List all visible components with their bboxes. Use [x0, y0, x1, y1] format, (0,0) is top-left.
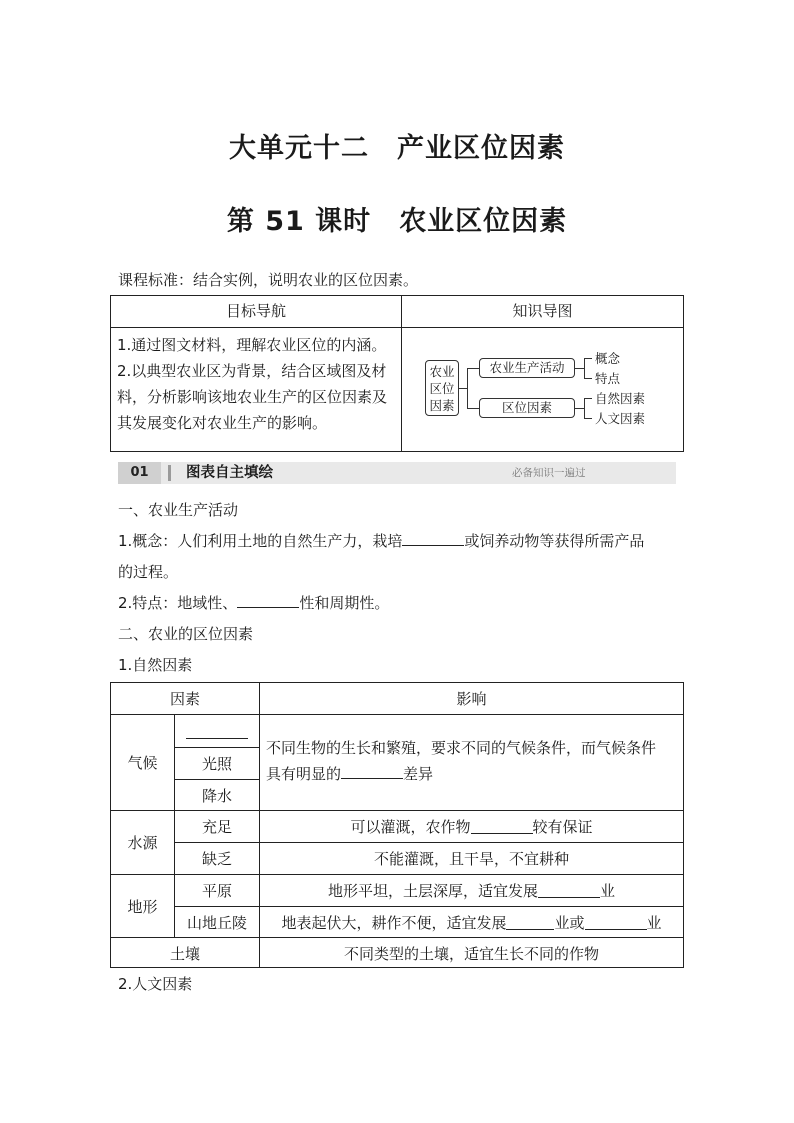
connector-line [584, 398, 585, 419]
plain-effect [260, 875, 683, 906]
feature-text: 2.特点：地域性、 [118, 594, 238, 612]
connector-line [584, 418, 592, 419]
section-subtitle: 必备知识一遍过 [512, 467, 586, 479]
hills-effect [260, 907, 683, 937]
mind-map-leaf: 人文因素 [595, 411, 646, 426]
section1-heading: 一、农业生产活动 [118, 501, 239, 519]
banner-divider [168, 465, 171, 481]
section-number: 01 [118, 462, 161, 484]
precipitation-cell: 降水 [201, 786, 232, 805]
climate-effect [266, 735, 680, 787]
connector-line [584, 358, 592, 359]
water-enough-cell: 充足 [201, 818, 232, 836]
climate-cell: 气候 [127, 754, 158, 772]
mind-map-leaf: 特点 [595, 371, 621, 386]
feature-text: 性和周期性。 [299, 594, 390, 612]
root-label: 因素 [429, 398, 455, 413]
fill-blank[interactable] [186, 724, 248, 739]
effect-text: 较有保证 [532, 818, 593, 836]
mind-map [403, 330, 683, 450]
effect-text: 地表起伏大，耕作不便，适宜发展 [281, 913, 507, 932]
mind-map-header: 知识导图 [512, 302, 573, 320]
concept-text: 或饲养动物等获得所需产品 [464, 532, 645, 550]
root-label: 区位 [429, 381, 455, 396]
effect-text: 地形平坦，土层深厚，适宜发展 [327, 882, 538, 900]
concept-text: 1.概念：人们利用土地的自然生产力，栽培 [118, 532, 403, 550]
connector-line [467, 368, 479, 369]
connector-line [584, 398, 592, 399]
unit-title-text: 产业区位因素 [397, 133, 565, 164]
effect-text: 业或 [554, 913, 585, 932]
connector-line [575, 408, 584, 409]
concept-line [118, 531, 644, 551]
temperature-blank-cell [175, 715, 259, 747]
human-factors-heading: 2.人文因素 [118, 975, 193, 993]
mind-map-node-activity: 农业生产活动 [479, 358, 575, 378]
effect-text: 业 [646, 913, 662, 932]
effect-header: 影响 [456, 690, 487, 708]
factors-table [110, 682, 684, 968]
fill-blank[interactable] [237, 593, 299, 608]
climate-effect-text: 不同生物的生长和繁殖，要求不同的气候条件，而气候条件 [266, 739, 657, 757]
plain-cell: 平原 [201, 882, 232, 900]
fill-blank[interactable] [402, 531, 464, 546]
fill-blank[interactable] [471, 819, 533, 834]
section2-heading: 二、农业的区位因素 [118, 625, 254, 643]
water-cell: 水源 [127, 834, 158, 852]
section-banner [118, 462, 676, 484]
fill-blank[interactable] [506, 915, 554, 930]
fill-blank[interactable] [585, 915, 647, 930]
effect-text: 可以灌溉，农作物 [350, 818, 471, 836]
mind-map-leaf: 自然因素 [595, 391, 646, 406]
section-title: 图表自主填绘 [186, 465, 273, 481]
climate-effect-text: 差异 [403, 765, 434, 783]
hills-cell: 山地丘陵 [186, 913, 247, 932]
feature-line [118, 593, 389, 613]
sunlight-cell: 光照 [201, 755, 232, 773]
mind-map-leaf: 概念 [595, 351, 621, 366]
effect-text: 业 [600, 882, 616, 900]
root-label: 农业 [429, 364, 455, 379]
table-divider [111, 327, 683, 328]
climate-effect-line2 [266, 761, 680, 787]
mind-map-node-factors: 区位因素 [479, 398, 575, 418]
natural-factors-heading: 1.自然因素 [118, 656, 193, 674]
connector-line [584, 378, 592, 379]
connector-line [467, 368, 468, 409]
lesson-title-number: 第 51 课时 [226, 206, 372, 237]
concept-line-end: 的过程。 [118, 563, 179, 581]
connector-line [459, 388, 467, 389]
soil-effect: 不同类型的土壤，适宜生长不同的作物 [343, 944, 599, 963]
goals-header: 目标导航 [225, 302, 286, 320]
fill-blank[interactable] [538, 883, 600, 898]
water-enough-effect [260, 811, 683, 842]
connector-line [584, 358, 585, 379]
lesson-title [0, 199, 794, 238]
water-lack-cell: 缺乏 [201, 850, 232, 868]
water-lack-effect: 不能灌溉，且干旱，不宜耕种 [373, 850, 569, 868]
fill-blank[interactable] [341, 764, 403, 779]
factor-header: 因素 [169, 690, 200, 708]
goal-item: 1.通过图文材料，理解农业区位的内涵。 [117, 336, 387, 354]
connector-line [467, 408, 479, 409]
goal-item: 2.以典型农业区为背景，结合区域图及材料，分析影响该地农业生产的区位因素及其发展变化对农业生产的影响。 [117, 362, 388, 432]
goals-list [117, 332, 399, 436]
climate-effect-text: 具有明显的 [266, 765, 342, 783]
unit-title-number: 大单元十二 [229, 133, 369, 164]
soil-cell: 土壤 [169, 944, 200, 963]
curriculum-standard: 课程标准：结合实例，说明农业的区位因素。 [118, 271, 419, 289]
lesson-title-text: 农业区位因素 [399, 206, 568, 237]
mind-map-root [425, 360, 459, 416]
connector-line [575, 368, 584, 369]
terrain-cell: 地形 [127, 897, 158, 916]
unit-title [0, 126, 794, 165]
overview-table [110, 295, 684, 452]
